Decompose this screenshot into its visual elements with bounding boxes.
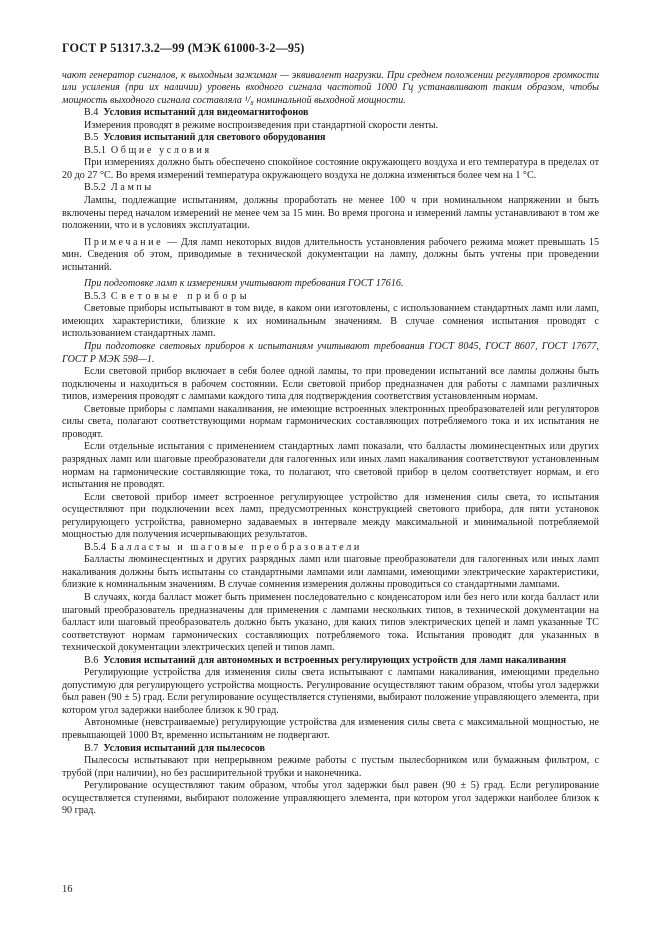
section-title: Световые приборы (110, 290, 251, 302)
section-title: Условия испытаний для автономных и встроенных регулирующих устройств для ламп накаливания (103, 654, 567, 666)
section-b6-heading (62, 655, 599, 668)
section-title: Лампы (110, 182, 154, 194)
section-number: В.6 (84, 654, 99, 666)
page-header: ГОСТ Р 51317.3.2—99 (МЭК 61000-3-2—95) (62, 41, 305, 55)
intro-paragraph: чают генератор сигналов, к выходным зажимам — эквивалент нагрузки. При среднем положении регуляторов громкости или усиления (при их наличии) уровень входного сигнала частотой 1000 Гц устанавливают таким образом, чтобы мощность выходного сигнала составляла ¹/₈ номинальной выходной мощности. (62, 69, 599, 106)
section-number: В.5 (84, 132, 99, 144)
section-number: В.4 (84, 107, 99, 119)
page-number: 16 (62, 884, 73, 895)
paragraph: При подготовке ламп к измерениям учитывают требования ГОСТ 17616. (84, 278, 404, 290)
paragraph: При подготовке световых приборов к испытаниям учитывают требования ГОСТ 8045, ГОСТ 8607, ГОСТ 17677, ГОСТ Р МЭК 598—1. (62, 341, 599, 365)
paragraph: Балласты люминесцентных и других разрядных ламп или шаговые преобразователи для галогенных или иных ламп накаливания должны быть испытаны со стандартными лампами или лампами, имеющими электрические характеристики, близкие к номинальным значениям. В случае сомнения измерения должны проводиться со стандартными лампами. (62, 554, 599, 591)
paragraph: Автономные (невстраиваемые) регулирующие устройства для изменения силы света с максимальной мощностью, не превышающей 1000 Вт, временно испытаниям не подвергают. (62, 717, 599, 741)
paragraph: В случаях, когда балласт может быть применен последовательно с конденсатором или без него или когда балласт или шаговый преобразователь предназначены для применения с лампами нескольких типов, в технической документации на балласт или шаговый преобразователь должно быть указано, для каких типов электрических цепей и ламп указанные ТС соответствуют нормам гармонических составляющих потребляемого тока. Испытания проводят для указанных в технической документации электрических цепей и типов ламп. (62, 591, 599, 654)
paragraph: Световые приборы с лампами накаливания, не имеющие встроенных электронных преобразователей или регуляторов силы света, полагают соответствующими нормам гармонических составляющих потребляемого тока и их испытания не проводят. (62, 403, 599, 440)
section-number: В.7 (84, 742, 99, 754)
section-b5-heading (62, 132, 599, 145)
section-b7-heading (62, 743, 599, 756)
paragraph: Измерения проводят в режиме воспроизведения при стандартной скорости ленты. (84, 119, 439, 131)
section-b52-heading (62, 182, 599, 195)
section-title: Общие условия (110, 144, 212, 156)
section-number: В.5.1 (84, 144, 106, 156)
section-b53-heading (62, 291, 599, 304)
section-number: В.5.4 (84, 541, 106, 553)
paragraph: Регулирующие устройства для изменения силы света испытывают с лампами накаливания, имеющими предельно допустимую для регулирующего устройства мощность. Регулирование осуществляют таким образом, чтобы угол задержки был равен (90 ± 5) град. Если регулирование осуществляется ступенями, выбирают положение управляющего элемента, при котором угол задержки наиболее близок к 90 град. (62, 667, 599, 716)
paragraph: Если отдельные испытания с применением стандартных ламп показали, что балласты люминесцентных или других разрядных ламп или шаговые преобразователи для галогенных или иных ламп накаливания соответствуют установленным нормам на гармонические составляющие тока, то полагают, что световой прибор в целом соответствует нормам, и его испытания не проводят. (62, 441, 599, 491)
paragraph: Регулирование осуществляют таким образом, чтобы угол задержки был равен (90 ± 5) град. Если регулирование осуществляется ступенями, выбирают положение управляющего элемента, при котором угол задержки наиболее близок к 90 град. (62, 780, 599, 817)
section-b51-heading (62, 145, 599, 158)
section-title: Балласты и шаговые преобразователи (110, 541, 362, 553)
section-number: В.5.3 (84, 290, 106, 302)
section-number: В.5.2 (84, 182, 106, 194)
paragraph: Лампы, подлежащие испытаниям, должны проработать не менее 100 ч при номинальном напряжении и быть включены перед началом измерений не менее чем за 15 мин. Во время прогона и измерений лампы устанавливают в том же положении, что и в условиях эксплуатации. (62, 195, 599, 232)
paragraph: Световые приборы испытывают в том виде, в каком они изготовлены, с использованием стандартных ламп или ламп, имеющих характеристики, близкие к их номинальным значениям. В случае сомнения испытания проводят с использованием стандартных ламп. (62, 303, 599, 340)
section-title: Условия испытаний для пылесосов (103, 742, 265, 754)
note-label: Примечание (84, 236, 164, 248)
section-b4-heading (62, 107, 599, 120)
paragraph: При измерениях должно быть обеспечено спокойное состояние окружающего воздуха и его температура в пределах от 20 до 27 °С. Во время измерений температура окружающего воздуха не должна изменяться более чем на 1 °С. (62, 157, 599, 181)
note-paragraph (62, 237, 599, 275)
note-text: — Для ламп некоторых видов длительность установления рабочего режима может превышать 15 мин. Сведения об этом, приводимые в технической документации на лампу, должны быть учтены при проведении испытаний. (62, 236, 599, 273)
section-title: Условия испытаний для видеомагнитофонов (103, 107, 309, 119)
section-title: Условия испытаний для светового оборудования (103, 132, 326, 144)
section-b54-heading (62, 542, 599, 555)
paragraph: Пылесосы испытывают при непрерывном режиме работы с пустым пылесборником или бумажным фильтром, с трубой (при наличии), но без расширительной трубки и наконечника. (62, 755, 599, 779)
paragraph: Если световой прибор имеет встроенное регулирующее устройство для изменения силы света, то испытания осуществляют при подключении всех ламп, предусмотренных конструкцией светового прибора, для пяти установок регулирующего устройства, равномерно задаваемых в интервале между максимальной и минимальной потребляемой мощностью для получения исчерпывающих результатов. (62, 491, 599, 541)
paragraph: Если световой прибор включает в себя более одной лампы, то при проведении испытаний все лампы должны быть подключены и находиться в рабочем состоянии. Если световой прибор предназначен для работы с лампами различных типов, измерения проводят с лампами каждого типа для подтверждения соответствия установленным нормам. (62, 366, 599, 403)
